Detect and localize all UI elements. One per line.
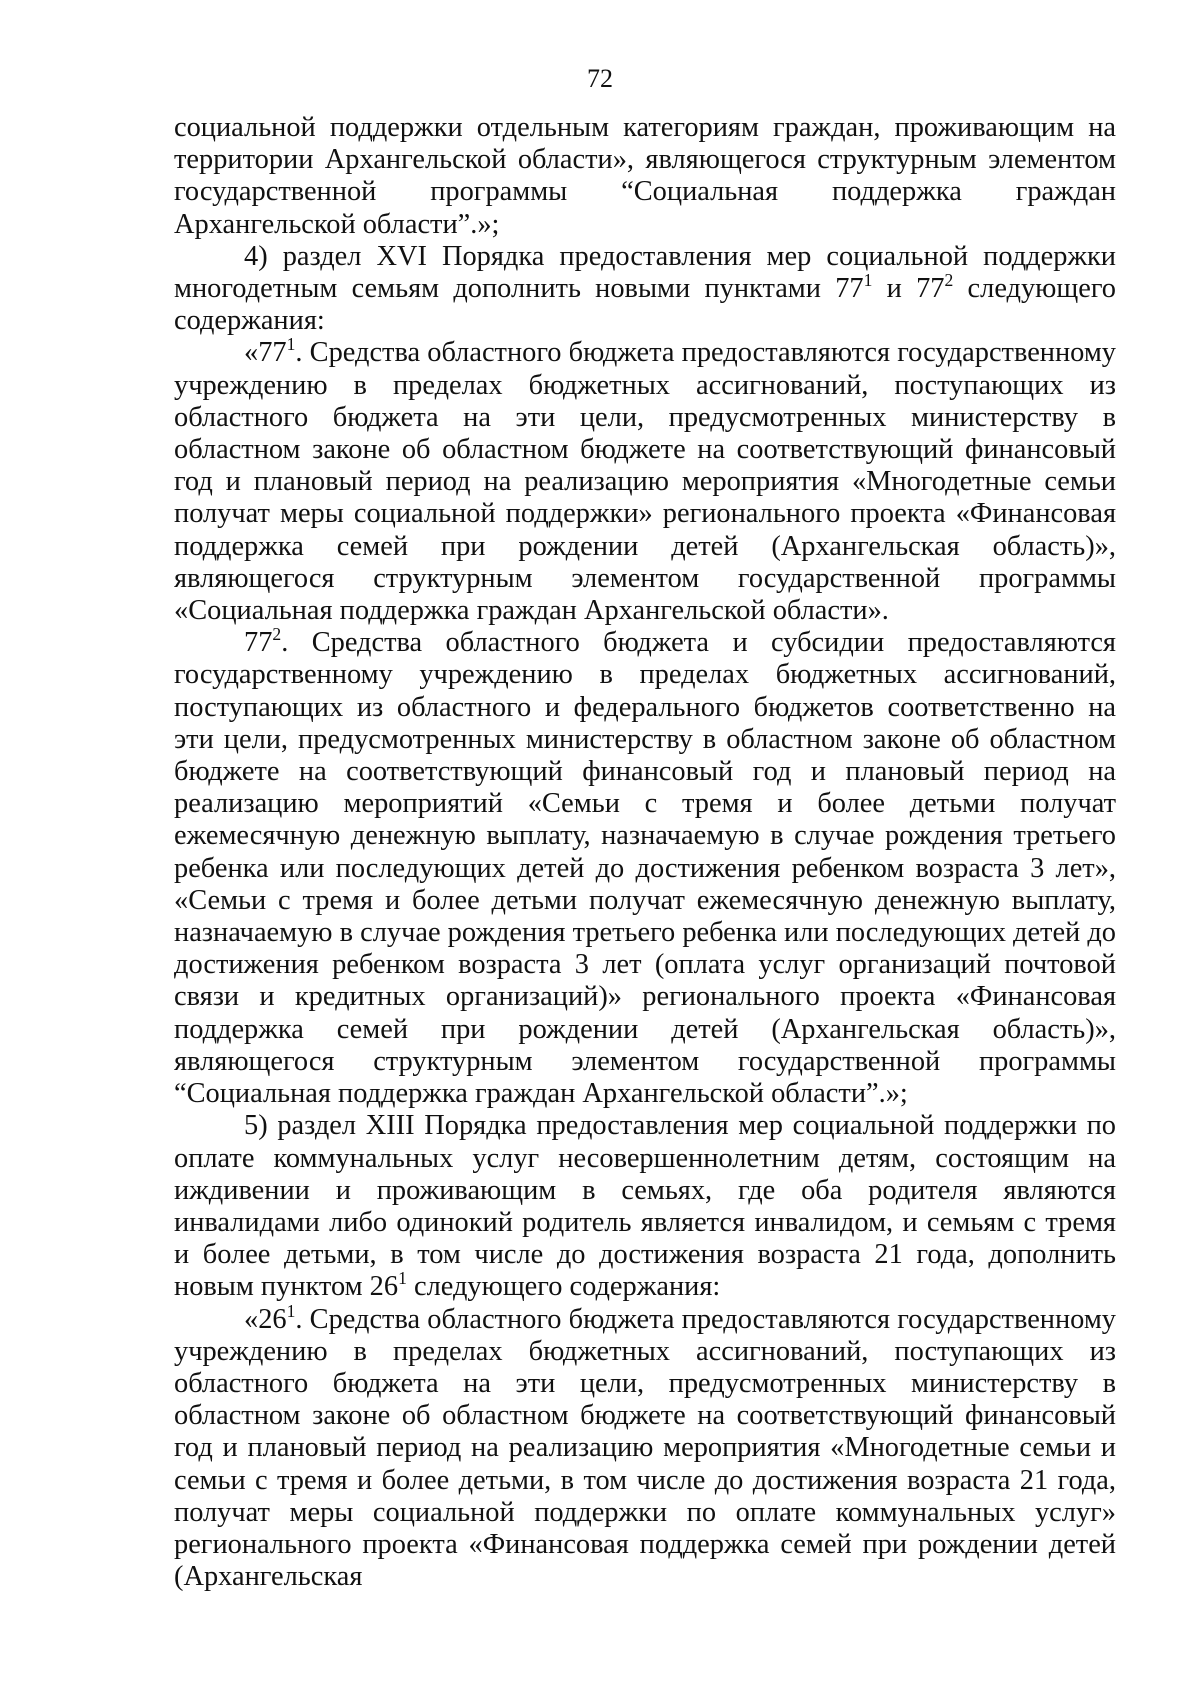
paragraph-text: 77 xyxy=(244,627,273,659)
paragraph-item-5 xyxy=(174,1110,1116,1303)
superscript: 1 xyxy=(863,270,873,291)
paragraph-text: . Средства областного бюджета и субсидии предоставляются государственному учреждению в пределах бюджетных ассигнований, поступающих из областного и федерального бюджетов соответственно на эти цели, предусмотренных министерству в областном законе об областном бюджете на соответствующий финансовый год и плановый период на реализацию мероприятий «Семьи с тремя и более детьми получат ежемесячную денежную выплату, назначаемую в случае рождения третьего ребенка или последующих детей до достижения ребенком возраста 3 лет», «Семьи с тремя и более детьми получат ежемесячную денежную выплату, назначаемую в случае рождения третьего ребенка или последующих детей до достижения ребенком возраста 3 лет (оплата услуг организаций почтовой связи и кредитных организаций)» регионального проекта «Финансовая поддержка семей при рождении детей (Архангельская область)», являющегося структурным элементом государственной программы “Социальная поддержка граждан Архангельской области”.»; xyxy=(174,627,1116,1110)
superscript: 1 xyxy=(286,334,296,355)
superscript: 1 xyxy=(398,1268,407,1289)
paragraph-text: и 77 xyxy=(872,273,945,305)
superscript: 1 xyxy=(286,1300,296,1321)
paragraph-point-26-1 xyxy=(174,1300,1116,1594)
superscript: 2 xyxy=(944,270,954,291)
paragraph-text: «26 xyxy=(244,1303,287,1335)
paragraph-text: . Средства областного бюджета предоставляются государственному учреждению в пределах бюджетных ассигнований, поступающих из областного бюджета на эти цели, предусмотренных министерству в областном законе об областном бюджете на соответствующий финансовый год и плановый период на реализацию мероприятия «Многодетные семьи и семьи с тремя и более детьми, в том числе до достижения возраста 21 года, получат меры социальной поддержки по оплате коммунальных услуг» регионального проекта «Финансовая поддержка семей при рождении детей (Архангельская xyxy=(174,1303,1116,1593)
paragraph-text: 5) раздел XIII Порядка предоставления мер социальной поддержки по оплате коммунальных услуг несовершеннолетним детям, состоящим на иждивении и проживающим в семьях, где оба родителя являются инвалидами либо одинокий родитель является инвалидом, и семьям с тремя и более детьми, в том числе до достижения возраста 21 года, дополнить новым пунктом 26 xyxy=(174,1110,1116,1303)
paragraph-continuation: социальной поддержки отдельным категориям граждан, проживающим на территории Архангельской области», являющегося структурным элементом государственной программы “Социальная поддержка граждан Архангельской области”.»; xyxy=(174,112,1116,240)
document-body xyxy=(174,112,1116,1593)
paragraph-point-77-2 xyxy=(174,624,1116,1110)
page-number: 72 xyxy=(587,64,613,93)
paragraph-text: «77 xyxy=(244,337,287,369)
paragraph-item-4 xyxy=(174,241,1116,338)
paragraph-text: 4) раздел XVI Порядка предоставления мер социальной поддержки многодетным семьям дополнить новыми пунктами 77 xyxy=(174,240,1116,305)
paragraph-text: следующего содержания: xyxy=(406,1271,721,1303)
paragraph-point-77-1 xyxy=(174,334,1116,627)
paragraph-text: . Средства областного бюджета предоставляются государственному учреждению в пределах бюджетных ассигнований, поступающих из областного бюджета на эти цели, предусмотренных министерству в областном законе об областном бюджете на соответствующий финансовый год и плановый период на реализацию мероприятия «Многодетные семьи получат меры социальной поддержки» регионального проекта «Финансовая поддержка семей при рождении детей (Архангельская область)», являющегося структурным элементом государственной программы «Социальная поддержка граждан Архангельской области». xyxy=(174,337,1116,627)
superscript: 2 xyxy=(272,624,282,645)
paragraph-text: следующего содержания: xyxy=(174,273,1116,337)
